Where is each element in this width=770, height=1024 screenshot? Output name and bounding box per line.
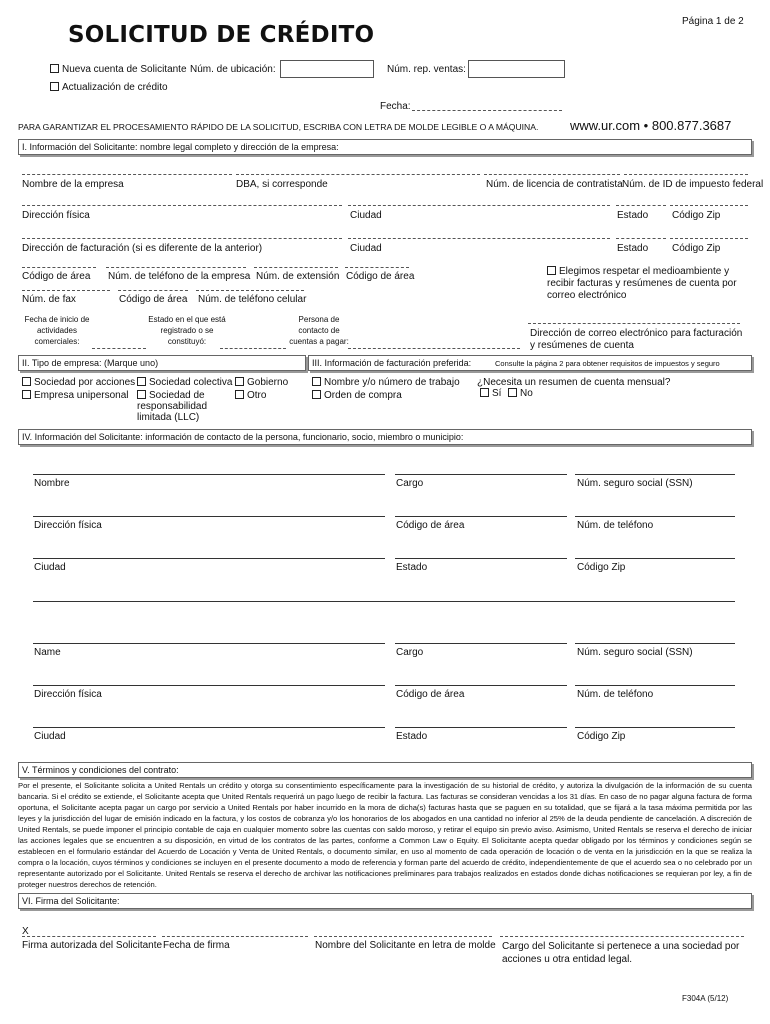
printed-name-field[interactable] [314,936,492,937]
instruction-text: PARA GARANTIZAR EL PROCESAMIENTO RÁPIDO DE LA SOLICITUD, ESCRIBA CON LETRA DE MOLDE LEGIBLE O A MÁQUINA. [18,122,539,132]
address-field[interactable] [33,685,385,686]
ssn-label: Núm. seguro social (SSN) [577,647,693,658]
zip-field[interactable] [670,205,748,206]
phone-field[interactable] [575,516,735,517]
ssn-field[interactable] [575,474,735,475]
dba-label: DBA, si corresponde [236,179,328,190]
type-sole-proprietor[interactable]: Empresa unipersonal [22,390,129,401]
page-title: SOLICITUD DE CRÉDITO [68,22,375,48]
name-field[interactable] [33,643,385,644]
type-llc[interactable]: Sociedad de responsabilidad limitada (LLC) [137,390,208,423]
billing-email-field[interactable] [528,323,740,324]
statement-question: ¿Necesita un resumen de cuenta mensual? [477,377,671,388]
checkbox[interactable] [235,390,244,399]
new-account-option[interactable]: Nueva cuenta de Solicitante [50,64,187,75]
billing-zip-field[interactable] [670,238,748,239]
section-3-header: III. Información de facturación preferida: Consulte la página 2 para obtener requisitos de impuestos y seguro [308,355,752,371]
section-2-header: II. Tipo de empresa: (Marque uno) [18,355,306,371]
applicant-position-field[interactable] [500,936,744,937]
location-input[interactable] [280,60,374,78]
ap-contact-field[interactable] [348,348,520,349]
dba-field[interactable] [236,174,480,175]
section-6-header: VI. Firma del Solicitante: [18,893,752,909]
billing-state-label: Estado [617,243,649,254]
billing-zip-label: Código Zip [672,243,721,254]
sign-date-label: Fecha de firma [163,940,230,951]
billing-city-label: Ciudad [350,243,382,254]
area-code-label: Código de área [396,689,465,700]
physical-address-label: Dirección física [22,210,90,221]
state-registered-field[interactable] [220,348,286,349]
checkbox[interactable] [312,377,321,386]
date-field[interactable] [412,110,562,111]
phone-label: Núm. de teléfono [577,689,654,700]
name-label: Name [34,647,61,658]
extension-field[interactable] [254,267,338,268]
start-date-label: Fecha de inicio de actividades comerciales: [24,315,90,346]
address-field[interactable] [33,516,385,517]
state-registered-label: Estado en el que está registrado o se constituyó: [148,315,226,346]
license-field[interactable] [484,174,620,175]
license-label: Núm. de licencia de contratista [486,179,623,190]
checkbox[interactable] [50,82,59,91]
contact-info: www.ur.com • 800.877.3687 [570,118,732,133]
sign-date-field[interactable] [162,936,308,937]
terms-text: Por el presente, el Solicitante solicita a United Rentals un crédito y otorga su consentimiento específicamente para la investigación de su historial de crédito, y autoriza la divulgación de la información de su cuenta bancaria. Si el crédito se extiende, el Solicitante acepta que United Rentals requerirá un pago luego de recibir la factura. Las facturas se consideran vencidas a los 31 días. En caso de no pagar alguna factura de forma oportuna, el Solicitante acepta pagar un cargo por servicio a United Rentals por haber incurrido en la mora de dicha(s) facturas hasta que se paguen en su totalidad, que se fijará a la tasa máxima permitida por las leyes y la jurisdicción del lugar de emisión indicado en la factura, y los costos de cobranza y/o los honorarios de los abogados en una cantidad no inferior al 25% de la deuda pendiente de cancelación. A discreción de United Rentals, se puede imponer el principio contable de caja en cualquier momento sobre las cuentas con saldo moroso, y retirar el equipo sin previo aviso. Asimismo, United Rentals se reserva el derecho de iniciar las acciones legales que se encuentren a su disposición, en virtud de los contratos de las partes, conforme a Common Law o Equity. El Solicitante acepta quedar obligado por los términos y condiciones según se establecen en el formulario estándar del Acuerdo de Locación y Venta de United Rentals, o documento similar, en uso al momento de cada operación de locación o de venta en la jurisdicción en la que se realiza la compra o la locación, cuyos términos y condiciones se incluyen en el presente documento a modo de referencia y forman parte del acuerdo de crédito, independientemente de que el acuerdo sea o no celebrado por un representante autorizado por el Solicitante. United Rentals se reserva el derecho de archivar las notificaciones preliminares para trabajos realizados en estados donde dichas notificaciones se requieran por ley, a fin de proteger nuestros derechos de retención. [18,781,752,889]
checkbox[interactable] [547,266,556,275]
billing-city-field[interactable] [348,238,610,239]
checkbox[interactable] [50,64,59,73]
form-number: F304A (5/12) [682,994,729,1003]
ssn-label: Núm. seguro social (SSN) [577,478,693,489]
tax-id-field[interactable] [624,174,748,175]
position-field[interactable] [395,474,567,475]
checkbox[interactable] [22,390,31,399]
state-label: Estado [396,731,428,742]
phone-label: Núm. de teléfono [577,520,654,531]
credit-update-option[interactable]: Actualización de crédito [50,82,168,93]
area-code-field[interactable] [22,267,96,268]
signature-label: Firma autorizada del Solicitante [22,940,163,951]
cell-field[interactable] [196,290,304,291]
date-label: Fecha: [380,101,411,112]
area-code-2-label: Código de área [346,271,415,282]
state-field[interactable] [395,558,567,559]
checkbox[interactable] [312,390,321,399]
extension-label: Núm. de extensión [256,271,340,282]
sales-rep-label: Núm. rep. ventas: [387,64,466,75]
checkbox[interactable] [137,377,146,386]
ssn-field[interactable] [575,643,735,644]
cell-label: Núm. de teléfono celular [198,294,307,305]
state-field[interactable] [395,727,567,728]
area-code-2-field[interactable] [345,267,409,268]
checkbox[interactable] [137,390,146,399]
company-phone-label: Núm. de teléfono de la empresa [108,271,251,282]
city-label: Ciudad [34,562,66,573]
zip-label: Código Zip [577,562,626,573]
area-code-3-label: Código de área [119,294,188,305]
zip-label: Código Zip [577,731,626,742]
billing-address-field[interactable] [22,238,342,239]
billing-email-label: Dirección de correo electrónico para facturación y resúmenes de cuenta [530,328,743,351]
area-code-label: Código de área [396,520,465,531]
start-date-field[interactable] [92,348,146,349]
area-code-field[interactable] [395,516,567,517]
signature-field[interactable] [22,936,156,937]
checkbox[interactable] [22,377,31,386]
position-label: Cargo [396,478,424,489]
applicant-position-label: Cargo del Solicitante si pertenece a una sociedad por acciones u otra entidad legal. [502,941,740,965]
billing-state-field[interactable] [616,238,666,239]
billing-address-label: Dirección de facturación (si es diferente de la anterior) [22,243,263,254]
company-phone-field[interactable] [106,267,246,268]
green-billing-option[interactable]: Elegimos respetar el medioambiente y recibir facturas y resúmenes de cuenta por correo electrónico [547,266,737,301]
position-label: Cargo [396,647,424,658]
type-partnership[interactable]: Sociedad colectiva [137,377,232,388]
company-name-field[interactable] [22,174,232,175]
location-label: Núm. de ubicación: [190,64,276,75]
divider [33,601,735,602]
ap-contact-label: Persona de contacto de cuentas a pagar: [289,315,349,346]
billing-po[interactable]: Orden de compra [312,390,402,401]
city-label: Ciudad [34,731,66,742]
area-code-3-field[interactable] [118,290,188,291]
area-code-field[interactable] [395,685,567,686]
address-label: Dirección física [34,689,102,700]
checkbox[interactable] [508,388,517,397]
name-field[interactable] [33,474,385,475]
area-code-label: Código de área [22,271,91,282]
city-field[interactable] [33,727,385,728]
phone-field[interactable] [575,685,735,686]
state-label: Estado [396,562,428,573]
city-field[interactable] [33,558,385,559]
sales-rep-input[interactable] [468,60,565,78]
signature-x: X [22,926,29,937]
statement-no[interactable]: No [508,388,533,399]
printed-name-label: Nombre del Solicitante en letra de molde [315,940,496,951]
checkbox[interactable] [235,377,244,386]
zip-label: Código Zip [672,210,721,221]
state-label: Estado [617,210,649,221]
company-name-label: Nombre de la empresa [22,179,124,190]
city-label: Ciudad [350,210,382,221]
physical-address-field[interactable] [22,205,342,206]
section-4-header: IV. Información del Solicitante: información de contacto de la persona, funcionario, socio, miembro o municipio: [18,429,752,445]
section-5-header: V. Términos y condiciones del contrato: [18,762,752,778]
section-1-header: I. Información del Solicitante: nombre legal completo y dirección de la empresa: [18,139,752,155]
billing-job-name[interactable]: Nombre y/o número de trabajo [312,377,460,388]
type-corporation[interactable]: Sociedad por acciones [22,377,135,388]
zip-field[interactable] [575,727,735,728]
address-label: Dirección física [34,520,102,531]
page-number: Página 1 de 2 [682,16,744,27]
name-label: Nombre [34,478,70,489]
checkbox[interactable] [480,388,489,397]
fax-label: Núm. de fax [22,294,76,305]
type-other[interactable]: Otro [235,390,266,401]
statement-yes[interactable]: Sí [480,388,501,399]
zip-field[interactable] [575,558,735,559]
fax-field[interactable] [22,290,110,291]
type-government[interactable]: Gobierno [235,377,288,388]
tax-id-label: Núm. de ID de impuesto federal [622,179,764,190]
position-field[interactable] [395,643,567,644]
city-field[interactable] [348,205,610,206]
state-field[interactable] [616,205,666,206]
